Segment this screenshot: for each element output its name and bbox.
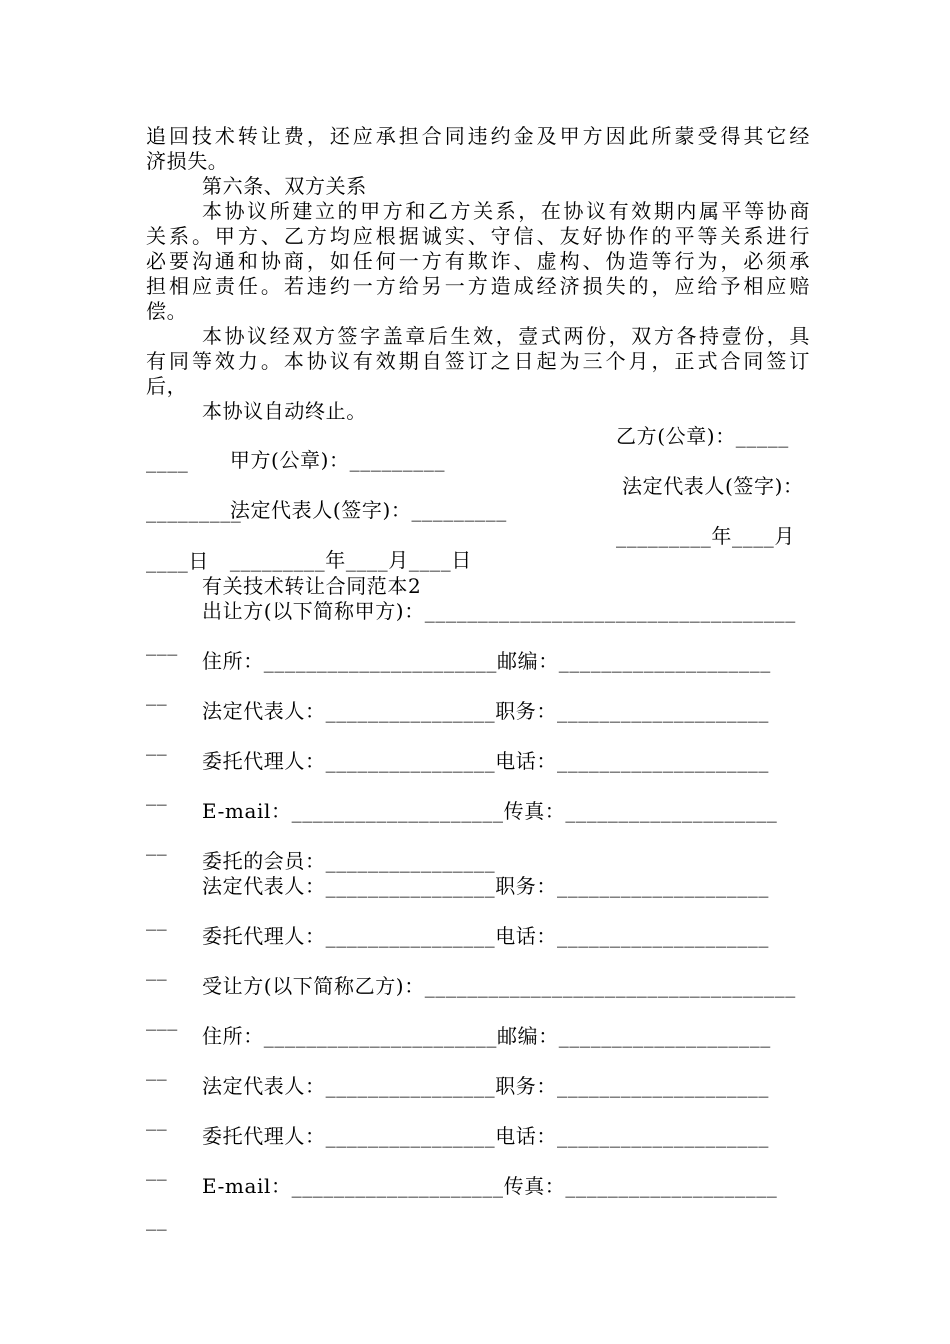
- body-line: 关系。甲方、乙方均应根据诚实、守信、友好协作的平等关系进行: [146, 224, 810, 248]
- blank-line: __: [146, 1057, 168, 1081]
- body-line: 追回技术转让费，还应承担合同违约金及甲方因此所蒙受得其它经: [146, 124, 810, 148]
- blank-line: _________: [146, 499, 242, 523]
- party-b-date-field: _________年____月: [616, 524, 795, 548]
- transferor-address-field: 住所：______________________邮编：____________________: [202, 649, 771, 673]
- blank-line: __: [146, 1207, 168, 1231]
- blank-line: __: [146, 1107, 168, 1131]
- section-heading: 第六条、双方关系: [202, 174, 367, 198]
- blank-line: ____: [146, 449, 189, 473]
- party-b-seal-field: 乙方(公章)：_____: [616, 424, 789, 448]
- blank-line: ____日: [146, 549, 209, 573]
- transferee-representative-field: 法定代表人：________________职务：____________________: [202, 1074, 769, 1098]
- party-b-representative-field: 法定代表人(签字)：: [622, 474, 804, 498]
- transferee-address-field: 住所：______________________邮编：____________________: [202, 1024, 771, 1048]
- transferor-agent-field: 委托代理人：________________电话：____________________: [202, 749, 769, 773]
- party-a-seal-field: 甲方(公章)：_________: [229, 448, 446, 472]
- entrusted-member-field: 委托的会员：________________: [202, 849, 496, 873]
- body-line: 必要沟通和协商，如任何一方有欺诈、虚构、伪造等行为，必须承: [146, 249, 810, 273]
- transferor-field: 出让方(以下简称甲方)：___________________________________: [202, 599, 796, 623]
- blank-line: __: [146, 957, 168, 981]
- blank-line: ___: [146, 1007, 178, 1031]
- transferor-email-field: E-mail：____________________传真：____________________: [202, 799, 778, 823]
- body-line: 后，: [146, 374, 188, 398]
- blank-line: __: [146, 1157, 168, 1181]
- transferor-representative-field: 法定代表人：________________职务：____________________: [202, 699, 769, 723]
- body-line: 担相应责任。若违约一方给另一方造成经济损失的，应给予相应赔: [146, 274, 810, 298]
- blank-line: __: [146, 832, 168, 856]
- body-line: 本协议自动终止。: [202, 399, 367, 423]
- blank-line: __: [146, 682, 168, 706]
- transferee-email-field: E-mail：____________________传真：____________________: [202, 1174, 778, 1198]
- blank-line: __: [146, 732, 168, 756]
- party-a-date-field: _________年____月____日: [229, 548, 472, 572]
- blank-line: __: [146, 782, 168, 806]
- blank-line: ___: [146, 632, 178, 656]
- member-agent-field: 委托代理人：________________电话：____________________: [202, 924, 769, 948]
- transferee-agent-field: 委托代理人：________________电话：____________________: [202, 1124, 769, 1148]
- blank-line: __: [146, 907, 168, 931]
- member-representative-field: 法定代表人：________________职务：____________________: [202, 874, 769, 898]
- body-line: 有同等效力。本协议有效期自签订之日起为三个月，正式合同签订: [146, 349, 810, 373]
- party-a-representative-field: 法定代表人(签字)：_________: [229, 498, 507, 522]
- contract-title: 有关技术转让合同范本2: [202, 574, 422, 598]
- body-line: 本协议经双方签字盖章后生效，壹式两份，双方各持壹份，具: [202, 324, 810, 348]
- transferee-field: 受让方(以下简称乙方)：___________________________________: [202, 974, 796, 998]
- body-line: 偿。: [146, 299, 188, 323]
- body-line: 本协议所建立的甲方和乙方关系，在协议有效期内属平等协商: [202, 199, 810, 223]
- body-line: 济损失。: [146, 149, 229, 173]
